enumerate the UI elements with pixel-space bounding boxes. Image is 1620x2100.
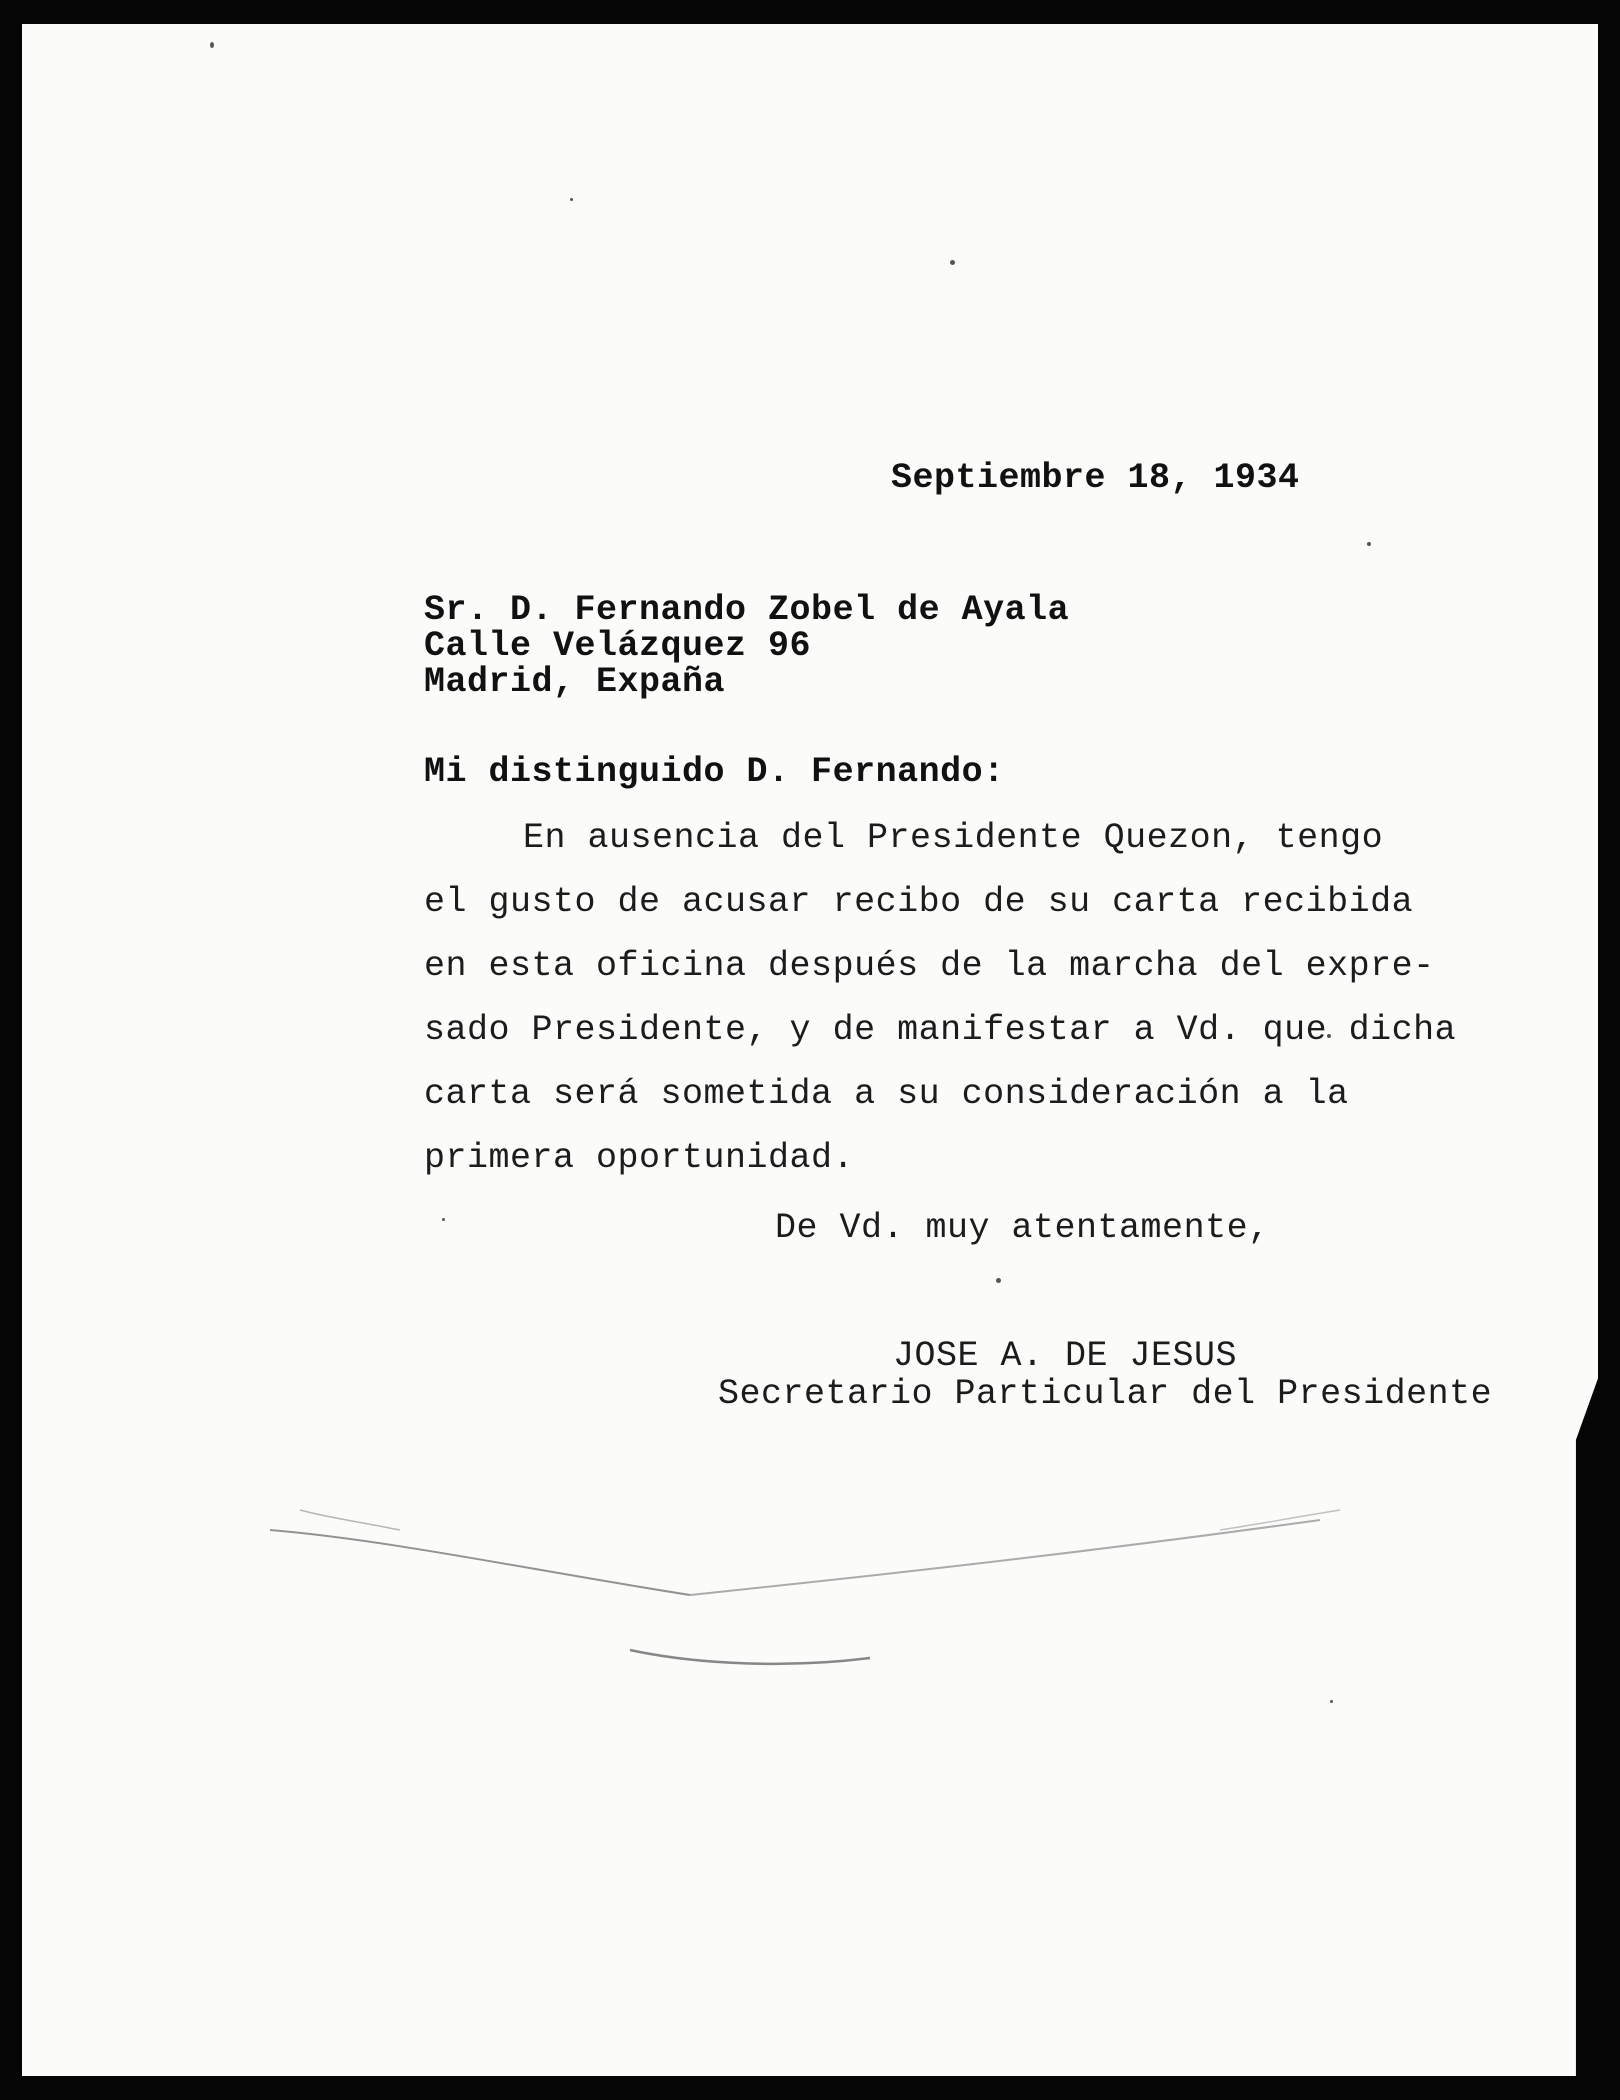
signer-title: Secretario Particular del Presidente: [718, 1374, 1493, 1414]
salutation: Mi distinguido D. Fernando:: [424, 752, 1005, 792]
recipient-street: Calle Velázquez 96: [424, 626, 812, 666]
scan-speck: [570, 198, 573, 201]
ink-smudge-marks: [270, 1500, 1350, 1690]
recipient-city: Madrid, Expaña: [424, 662, 726, 702]
scan-speck: [210, 42, 214, 48]
body-line: en esta oficina después de la marcha del expre-: [424, 946, 1435, 986]
letter-page: [22, 24, 1598, 2076]
scan-speck: [442, 1218, 445, 1221]
letter-date: Septiembre 18, 1934: [891, 458, 1300, 498]
recipient-name: Sr. D. Fernando Zobel de Ayala: [424, 590, 1070, 630]
body-line: sado Presidente, y de manifestar a Vd. que dicha: [424, 1010, 1457, 1050]
scan-speck: [1330, 1700, 1333, 1703]
complimentary-close: De Vd. muy atentamente,: [775, 1208, 1270, 1248]
body-line: primera oportunidad.: [424, 1138, 855, 1178]
body-line: carta será sometida a su consideración a la: [424, 1074, 1349, 1114]
body-line: el gusto de acusar recibo de su carta recibida: [424, 882, 1414, 922]
body-line: En ausencia del Presidente Quezon, tengo: [523, 818, 1384, 858]
scan-speck: [996, 1278, 1001, 1283]
signer-name: JOSE A. DE JESUS: [893, 1336, 1238, 1376]
scan-speck: [950, 260, 955, 265]
scan-speck: [1367, 542, 1371, 546]
